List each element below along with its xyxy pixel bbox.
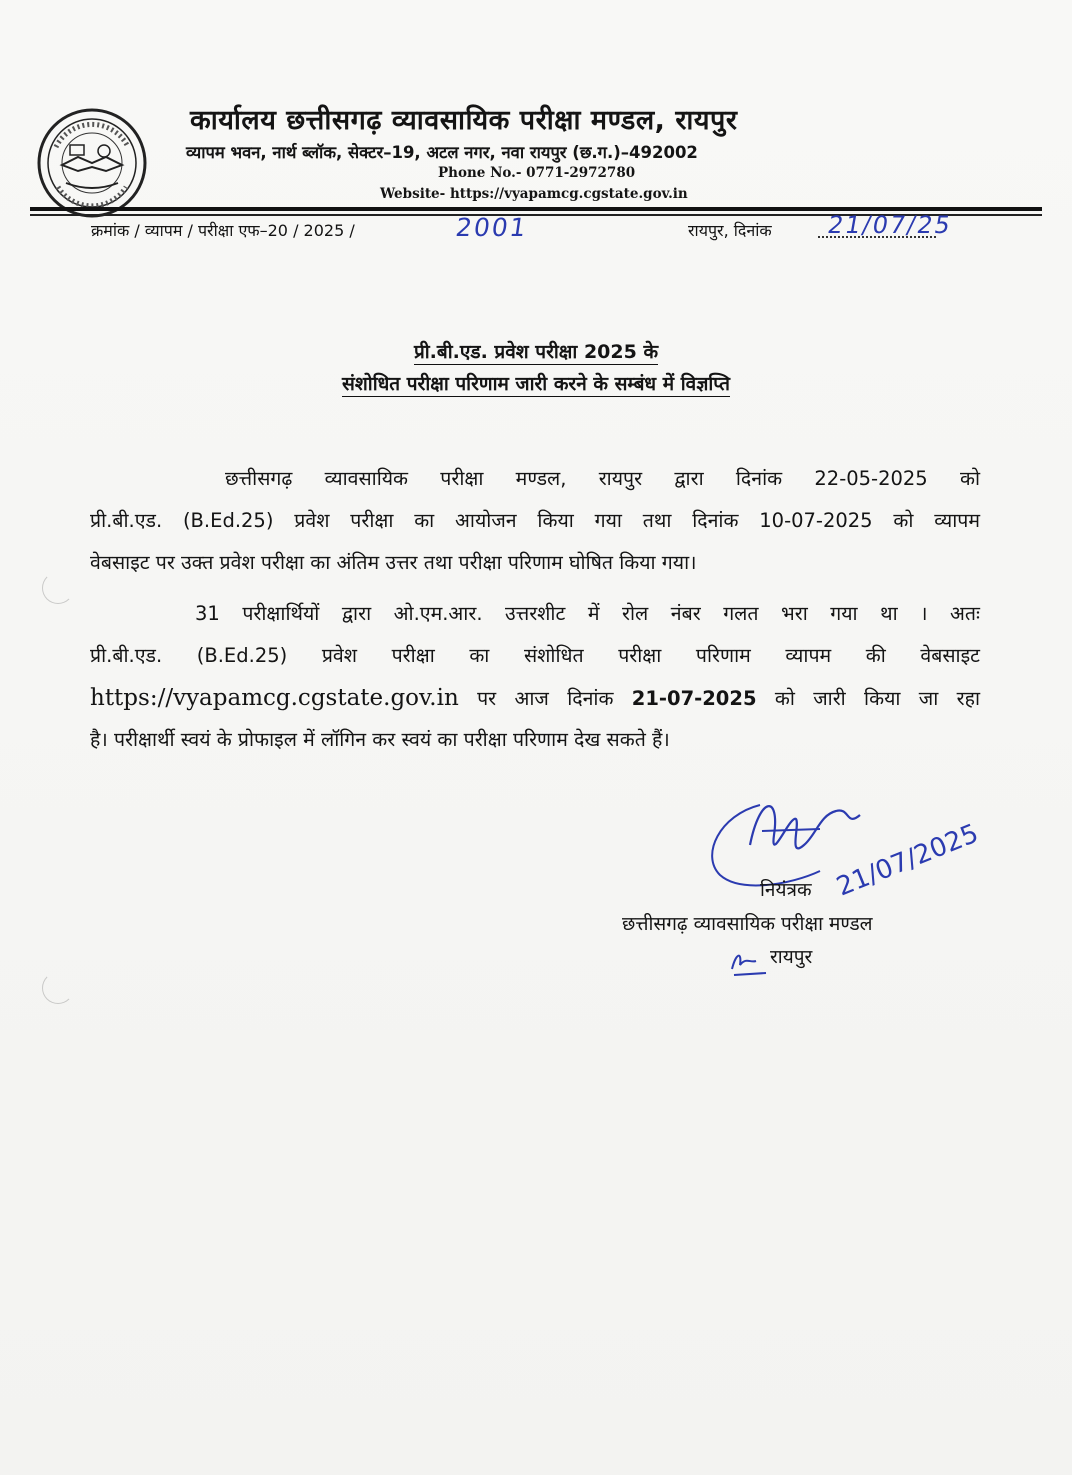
body-line: छत्तीसगढ़ व्यावसायिक परीक्षा मण्डल, रायपुर द्वारा दिनांक 22-05-2025 को xyxy=(225,467,980,490)
subject-line-1: प्री.बी.एड. प्रवेश परीक्षा 2025 के xyxy=(413,341,659,363)
initial-mark-icon xyxy=(728,943,770,979)
body-line: 31 परीक्षार्थियों द्वारा ओ.एम.आर. उत्तरशीट में रोल नंबर गलत भरा गया था । अतः xyxy=(195,602,980,625)
body-line: प्री.बी.एड. (B.Ed.25) प्रवेश परीक्षा का संशोधित परीक्षा परिणाम व्यापम की वेबसाइट xyxy=(90,644,980,667)
body-line: है। परीक्षार्थी स्वयं के प्रोफाइल में लॉगिन कर स्वयं का परीक्षा परिणाम देख सकते हैं। xyxy=(90,728,670,751)
controller-signature-icon xyxy=(700,775,1000,905)
signatory-city: रायपुर xyxy=(770,946,813,968)
date-label: रायपुर, दिनांक xyxy=(688,221,772,240)
signatory-title: नियंत्रक xyxy=(760,879,812,901)
org-address: व्यापम भवन, नार्थ ब्लॉक, सेक्टर–19, अटल नगर, नवा रायपुर (छ.ग.)–492002 xyxy=(186,143,698,162)
org-website: Website- https://vyapamcg.cgstate.gov.in xyxy=(380,186,688,202)
org-title: कार्यालय छत्तीसगढ़ व्यावसायिक परीक्षा मण्डल, रायपुर xyxy=(190,105,738,136)
website-url: https://vyapamcg.cgstate.gov.in xyxy=(90,685,459,711)
punch-hole-mark xyxy=(42,972,74,1004)
body-line: प्री.बी.एड. (B.Ed.25) प्रवेश परीक्षा का आयोजन किया गया तथा दिनांक 10-07-2025 को व्यापम xyxy=(90,509,980,532)
reference-number-label: क्रमांक / व्यापम / परीक्षा एफ–20 / 2025 / xyxy=(91,221,355,240)
body-paragraph-1 xyxy=(90,458,980,584)
body-line-url: https://vyapamcg.cgstate.gov.in पर आज दिनांक 21-07-2025 को जारी किया जा रहा xyxy=(90,685,980,711)
reference-number-handwritten: 2001 xyxy=(453,213,530,242)
date-handwritten: 21/07/25 xyxy=(825,211,955,239)
signatory-organization: छत्तीसगढ़ व्यावसायिक परीक्षा मण्डल xyxy=(622,913,873,935)
punch-hole-mark xyxy=(42,572,74,604)
body-paragraph-2 xyxy=(90,593,980,761)
org-phone: Phone No.- 0771-2972780 xyxy=(438,165,636,181)
signature-date: 21/07/2025 xyxy=(832,818,983,903)
vyapam-seal-icon xyxy=(36,107,148,219)
body-line: वेबसाइट पर उक्त प्रवेश परीक्षा का अंतिम उत्तर तथा परीक्षा परिणाम घोषित किया गया। xyxy=(90,551,697,574)
release-date: 21-07-2025 xyxy=(631,687,757,710)
subject-line-2: संशोधित परीक्षा परिणाम जारी करने के सम्बंध में विज्ञप्ति xyxy=(342,373,730,395)
